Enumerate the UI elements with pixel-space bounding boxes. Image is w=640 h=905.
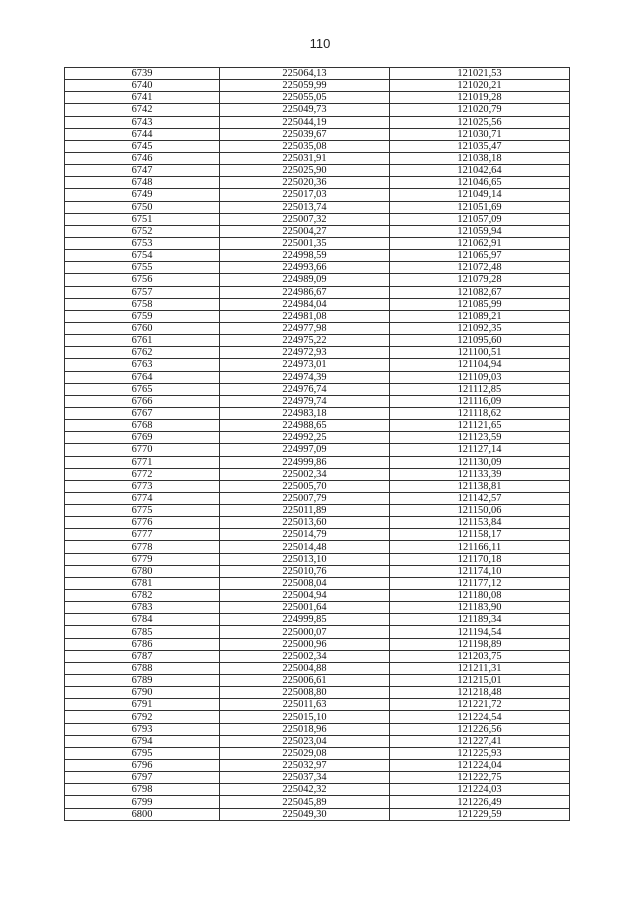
table-row <box>65 213 570 225</box>
x-coordinate-cell: 225008,04 <box>220 577 390 589</box>
x-coordinate-cell: 224999,85 <box>220 614 390 626</box>
x-coordinate-cell: 225023,04 <box>220 735 390 747</box>
point-number-cell: 6777 <box>65 529 220 541</box>
x-coordinate-cell: 225045,89 <box>220 796 390 808</box>
point-number-cell: 6741 <box>65 92 220 104</box>
table-row <box>65 310 570 322</box>
point-number-cell: 6799 <box>65 796 220 808</box>
x-coordinate-cell: 225059,99 <box>220 80 390 92</box>
x-coordinate-cell: 225037,34 <box>220 772 390 784</box>
y-coordinate-cell: 121226,56 <box>390 723 570 735</box>
point-number-cell: 6750 <box>65 201 220 213</box>
y-coordinate-cell: 121166,11 <box>390 541 570 553</box>
x-coordinate-cell: 225006,61 <box>220 675 390 687</box>
x-coordinate-cell: 225014,48 <box>220 541 390 553</box>
table-row <box>65 626 570 638</box>
point-number-cell: 6742 <box>65 104 220 116</box>
point-number-cell: 6760 <box>65 322 220 334</box>
y-coordinate-cell: 121030,71 <box>390 128 570 140</box>
y-coordinate-cell: 121138,81 <box>390 480 570 492</box>
x-coordinate-cell: 225000,07 <box>220 626 390 638</box>
y-coordinate-cell: 121089,21 <box>390 310 570 322</box>
y-coordinate-cell: 121198,89 <box>390 638 570 650</box>
point-number-cell: 6739 <box>65 68 220 80</box>
page-number: 110 <box>309 36 331 51</box>
table-row <box>65 177 570 189</box>
point-number-cell: 6796 <box>65 760 220 772</box>
x-coordinate-cell: 224979,74 <box>220 395 390 407</box>
x-coordinate-cell: 224984,04 <box>220 298 390 310</box>
point-number-cell: 6746 <box>65 152 220 164</box>
table-row <box>65 796 570 808</box>
y-coordinate-cell: 121092,35 <box>390 322 570 334</box>
y-coordinate-cell: 121104,94 <box>390 359 570 371</box>
point-number-cell: 6747 <box>65 165 220 177</box>
point-number-cell: 6794 <box>65 735 220 747</box>
x-coordinate-cell: 224975,22 <box>220 335 390 347</box>
point-number-cell: 6789 <box>65 675 220 687</box>
point-number-cell: 6786 <box>65 638 220 650</box>
point-number-cell: 6754 <box>65 250 220 262</box>
x-coordinate-cell: 225013,10 <box>220 553 390 565</box>
table-row <box>65 383 570 395</box>
point-number-cell: 6790 <box>65 687 220 699</box>
point-number-cell: 6761 <box>65 335 220 347</box>
x-coordinate-cell: 225013,74 <box>220 201 390 213</box>
point-number-cell: 6743 <box>65 116 220 128</box>
point-number-cell: 6793 <box>65 723 220 735</box>
table-row <box>65 322 570 334</box>
y-coordinate-cell: 121035,47 <box>390 140 570 152</box>
x-coordinate-cell: 225004,27 <box>220 225 390 237</box>
x-coordinate-cell: 225005,70 <box>220 480 390 492</box>
point-number-cell: 6764 <box>65 371 220 383</box>
x-coordinate-cell: 224999,86 <box>220 456 390 468</box>
table-row <box>65 772 570 784</box>
table-row <box>65 577 570 589</box>
y-coordinate-cell: 121226,49 <box>390 796 570 808</box>
x-coordinate-cell: 224983,18 <box>220 407 390 419</box>
x-coordinate-cell: 224986,67 <box>220 286 390 298</box>
point-number-cell: 6784 <box>65 614 220 626</box>
x-coordinate-cell: 225042,32 <box>220 784 390 796</box>
y-coordinate-cell: 121183,90 <box>390 602 570 614</box>
y-coordinate-cell: 121057,09 <box>390 213 570 225</box>
x-coordinate-cell: 225013,60 <box>220 517 390 529</box>
y-coordinate-cell: 121020,79 <box>390 104 570 116</box>
table-row <box>65 517 570 529</box>
x-coordinate-cell: 224972,93 <box>220 347 390 359</box>
point-number-cell: 6759 <box>65 310 220 322</box>
table-row <box>65 650 570 662</box>
point-number-cell: 6769 <box>65 432 220 444</box>
y-coordinate-cell: 121224,03 <box>390 784 570 796</box>
table-row <box>65 250 570 262</box>
table-row <box>65 784 570 796</box>
table-row <box>65 335 570 347</box>
x-coordinate-cell: 224973,01 <box>220 359 390 371</box>
y-coordinate-cell: 121224,04 <box>390 760 570 772</box>
y-coordinate-cell: 121049,14 <box>390 189 570 201</box>
point-number-cell: 6772 <box>65 468 220 480</box>
x-coordinate-cell: 225020,36 <box>220 177 390 189</box>
y-coordinate-cell: 121025,56 <box>390 116 570 128</box>
point-number-cell: 6765 <box>65 383 220 395</box>
x-coordinate-cell: 225000,96 <box>220 638 390 650</box>
x-coordinate-cell: 225031,91 <box>220 152 390 164</box>
point-number-cell: 6756 <box>65 274 220 286</box>
point-number-cell: 6740 <box>65 80 220 92</box>
table-row <box>65 808 570 820</box>
point-number-cell: 6774 <box>65 492 220 504</box>
x-coordinate-cell: 225025,90 <box>220 165 390 177</box>
table-row <box>65 699 570 711</box>
point-number-cell: 6785 <box>65 626 220 638</box>
y-coordinate-cell: 121121,65 <box>390 420 570 432</box>
y-coordinate-cell: 121215,01 <box>390 675 570 687</box>
y-coordinate-cell: 121177,12 <box>390 577 570 589</box>
x-coordinate-cell: 225004,94 <box>220 590 390 602</box>
table-row <box>65 723 570 735</box>
x-coordinate-cell: 225064,13 <box>220 68 390 80</box>
point-number-cell: 6788 <box>65 662 220 674</box>
point-number-cell: 6758 <box>65 298 220 310</box>
x-coordinate-cell: 224976,74 <box>220 383 390 395</box>
x-coordinate-cell: 224988,65 <box>220 420 390 432</box>
table-row <box>65 189 570 201</box>
y-coordinate-cell: 121227,41 <box>390 735 570 747</box>
point-number-cell: 6791 <box>65 699 220 711</box>
x-coordinate-cell: 224974,39 <box>220 371 390 383</box>
x-coordinate-cell: 225008,80 <box>220 687 390 699</box>
table-row <box>65 614 570 626</box>
y-coordinate-cell: 121112,85 <box>390 383 570 395</box>
x-coordinate-cell: 224998,59 <box>220 250 390 262</box>
point-number-cell: 6744 <box>65 128 220 140</box>
y-coordinate-cell: 121180,08 <box>390 590 570 602</box>
y-coordinate-cell: 121153,84 <box>390 517 570 529</box>
y-coordinate-cell: 121211,31 <box>390 662 570 674</box>
point-number-cell: 6798 <box>65 784 220 796</box>
table-row <box>65 152 570 164</box>
y-coordinate-cell: 121019,28 <box>390 92 570 104</box>
y-coordinate-cell: 121130,09 <box>390 456 570 468</box>
table-row <box>65 347 570 359</box>
y-coordinate-cell: 121221,72 <box>390 699 570 711</box>
table-row <box>65 274 570 286</box>
y-coordinate-cell: 121072,48 <box>390 262 570 274</box>
y-coordinate-cell: 121150,06 <box>390 505 570 517</box>
y-coordinate-cell: 121194,54 <box>390 626 570 638</box>
x-coordinate-cell: 225011,63 <box>220 699 390 711</box>
table-row <box>65 444 570 456</box>
y-coordinate-cell: 121127,14 <box>390 444 570 456</box>
point-number-cell: 6797 <box>65 772 220 784</box>
point-number-cell: 6776 <box>65 517 220 529</box>
x-coordinate-cell: 225002,34 <box>220 468 390 480</box>
point-number-cell: 6792 <box>65 711 220 723</box>
table-row <box>65 237 570 249</box>
point-number-cell: 6781 <box>65 577 220 589</box>
y-coordinate-cell: 121095,60 <box>390 335 570 347</box>
x-coordinate-cell: 225002,34 <box>220 650 390 662</box>
y-coordinate-cell: 121118,62 <box>390 407 570 419</box>
x-coordinate-cell: 225029,08 <box>220 747 390 759</box>
table-row <box>65 225 570 237</box>
point-number-cell: 6770 <box>65 444 220 456</box>
table-row <box>65 711 570 723</box>
table-row <box>65 201 570 213</box>
y-coordinate-cell: 121051,69 <box>390 201 570 213</box>
table-row <box>65 286 570 298</box>
y-coordinate-cell: 121174,10 <box>390 565 570 577</box>
y-coordinate-cell: 121085,99 <box>390 298 570 310</box>
x-coordinate-cell: 224992,25 <box>220 432 390 444</box>
x-coordinate-cell: 224993,66 <box>220 262 390 274</box>
table-row <box>65 104 570 116</box>
table-row <box>65 128 570 140</box>
x-coordinate-cell: 225007,32 <box>220 213 390 225</box>
y-coordinate-cell: 121189,34 <box>390 614 570 626</box>
point-number-cell: 6755 <box>65 262 220 274</box>
table-row <box>65 590 570 602</box>
y-coordinate-cell: 121020,21 <box>390 80 570 92</box>
y-coordinate-cell: 121158,17 <box>390 529 570 541</box>
table-row <box>65 116 570 128</box>
table-row <box>65 492 570 504</box>
y-coordinate-cell: 121042,64 <box>390 165 570 177</box>
y-coordinate-cell: 121082,67 <box>390 286 570 298</box>
y-coordinate-cell: 121222,75 <box>390 772 570 784</box>
table-row <box>65 529 570 541</box>
y-coordinate-cell: 121218,48 <box>390 687 570 699</box>
table-row <box>65 298 570 310</box>
x-coordinate-cell: 225004,88 <box>220 662 390 674</box>
x-coordinate-cell: 225001,35 <box>220 237 390 249</box>
table-row <box>65 565 570 577</box>
table-row <box>65 687 570 699</box>
y-coordinate-cell: 121116,09 <box>390 395 570 407</box>
table-row <box>65 541 570 553</box>
table-row <box>65 662 570 674</box>
x-coordinate-cell: 225049,30 <box>220 808 390 820</box>
y-coordinate-cell: 121059,94 <box>390 225 570 237</box>
table-row <box>65 747 570 759</box>
table-row <box>65 456 570 468</box>
x-coordinate-cell: 225039,67 <box>220 128 390 140</box>
point-number-cell: 6757 <box>65 286 220 298</box>
point-number-cell: 6775 <box>65 505 220 517</box>
coordinates-table-body <box>65 68 570 821</box>
x-coordinate-cell: 225035,08 <box>220 140 390 152</box>
point-number-cell: 6795 <box>65 747 220 759</box>
x-coordinate-cell: 225001,64 <box>220 602 390 614</box>
point-number-cell: 6749 <box>65 189 220 201</box>
y-coordinate-cell: 121038,18 <box>390 152 570 164</box>
table-row <box>65 140 570 152</box>
x-coordinate-cell: 225010,76 <box>220 565 390 577</box>
point-number-cell: 6748 <box>65 177 220 189</box>
y-coordinate-cell: 121142,57 <box>390 492 570 504</box>
point-number-cell: 6771 <box>65 456 220 468</box>
table-row <box>65 68 570 80</box>
y-coordinate-cell: 121109,03 <box>390 371 570 383</box>
x-coordinate-cell: 225017,03 <box>220 189 390 201</box>
point-number-cell: 6763 <box>65 359 220 371</box>
x-coordinate-cell: 225007,79 <box>220 492 390 504</box>
point-number-cell: 6800 <box>65 808 220 820</box>
table-row <box>65 602 570 614</box>
table-row <box>65 262 570 274</box>
y-coordinate-cell: 121123,59 <box>390 432 570 444</box>
point-number-cell: 6783 <box>65 602 220 614</box>
point-number-cell: 6778 <box>65 541 220 553</box>
table-row <box>65 675 570 687</box>
y-coordinate-cell: 121021,53 <box>390 68 570 80</box>
point-number-cell: 6779 <box>65 553 220 565</box>
table-row <box>65 480 570 492</box>
table-row <box>65 468 570 480</box>
y-coordinate-cell: 121065,97 <box>390 250 570 262</box>
x-coordinate-cell: 224997,09 <box>220 444 390 456</box>
table-row <box>65 505 570 517</box>
point-number-cell: 6782 <box>65 590 220 602</box>
x-coordinate-cell: 225044,19 <box>220 116 390 128</box>
table-row <box>65 638 570 650</box>
table-row <box>65 395 570 407</box>
point-number-cell: 6767 <box>65 407 220 419</box>
point-number-cell: 6745 <box>65 140 220 152</box>
coordinates-table <box>64 67 570 821</box>
point-number-cell: 6752 <box>65 225 220 237</box>
y-coordinate-cell: 121062,91 <box>390 237 570 249</box>
x-coordinate-cell: 225032,97 <box>220 760 390 772</box>
table-row <box>65 359 570 371</box>
table-row <box>65 165 570 177</box>
table-row <box>65 735 570 747</box>
point-number-cell: 6780 <box>65 565 220 577</box>
point-number-cell: 6787 <box>65 650 220 662</box>
point-number-cell: 6768 <box>65 420 220 432</box>
x-coordinate-cell: 225018,96 <box>220 723 390 735</box>
point-number-cell: 6766 <box>65 395 220 407</box>
y-coordinate-cell: 121170,18 <box>390 553 570 565</box>
x-coordinate-cell: 225011,89 <box>220 505 390 517</box>
x-coordinate-cell: 225049,73 <box>220 104 390 116</box>
y-coordinate-cell: 121079,28 <box>390 274 570 286</box>
y-coordinate-cell: 121046,65 <box>390 177 570 189</box>
table-row <box>65 92 570 104</box>
table-row <box>65 432 570 444</box>
point-number-cell: 6773 <box>65 480 220 492</box>
x-coordinate-cell: 225014,79 <box>220 529 390 541</box>
y-coordinate-cell: 121224,54 <box>390 711 570 723</box>
y-coordinate-cell: 121203,75 <box>390 650 570 662</box>
y-coordinate-cell: 121133,39 <box>390 468 570 480</box>
table-row <box>65 407 570 419</box>
table-row <box>65 371 570 383</box>
y-coordinate-cell: 121100,51 <box>390 347 570 359</box>
y-coordinate-cell: 121225,93 <box>390 747 570 759</box>
x-coordinate-cell: 225055,05 <box>220 92 390 104</box>
point-number-cell: 6762 <box>65 347 220 359</box>
y-coordinate-cell: 121229,59 <box>390 808 570 820</box>
table-row <box>65 80 570 92</box>
table-row <box>65 760 570 772</box>
table-row <box>65 420 570 432</box>
x-coordinate-cell: 224989,09 <box>220 274 390 286</box>
x-coordinate-cell: 224977,98 <box>220 322 390 334</box>
table-row <box>65 553 570 565</box>
point-number-cell: 6751 <box>65 213 220 225</box>
point-number-cell: 6753 <box>65 237 220 249</box>
x-coordinate-cell: 224981,08 <box>220 310 390 322</box>
x-coordinate-cell: 225015,10 <box>220 711 390 723</box>
